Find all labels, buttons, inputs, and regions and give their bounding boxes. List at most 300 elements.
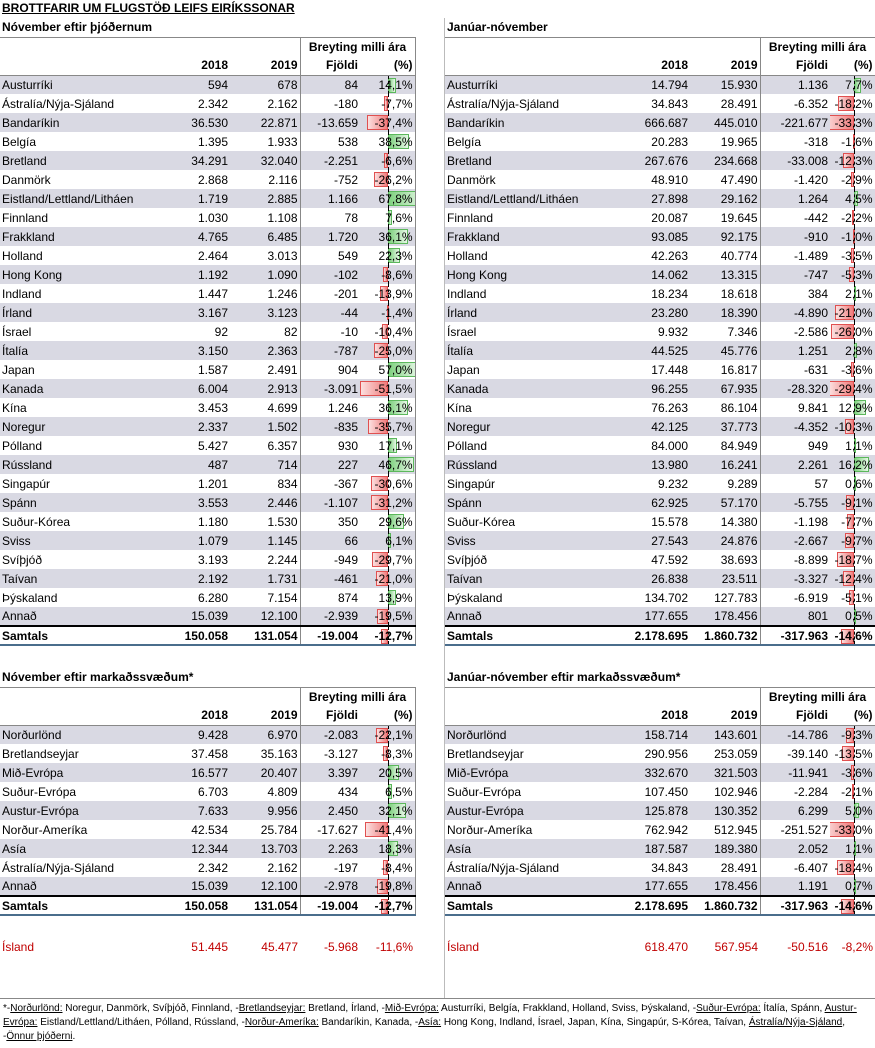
footnote-text: Bandaríkin, Kanada, - xyxy=(318,1017,419,1028)
value-2019: 714 xyxy=(230,455,300,474)
total-row xyxy=(445,626,875,645)
data-bar-axis xyxy=(854,839,855,858)
table-row xyxy=(0,474,415,493)
pct-change-cell: -33,0% xyxy=(830,820,875,839)
data-bar-axis xyxy=(854,113,855,132)
abs-change: 1.191 xyxy=(760,877,830,896)
footnote-text: Hong Kong, Indland, Ísrael, Japan, Kína, Singapúr, S-Kórea, Taívan, xyxy=(441,1017,749,1028)
value-2018: 42.125 xyxy=(610,417,690,436)
abs-change: -102 xyxy=(300,265,360,284)
value-2018: 2.337 xyxy=(150,417,230,436)
total-2019: 131.054 xyxy=(230,626,300,645)
table-row xyxy=(445,801,875,820)
abs-change: -910 xyxy=(760,227,830,246)
value-2018: 290.956 xyxy=(644,746,688,761)
abs-change: 538 xyxy=(300,132,360,151)
pct-change-cell: -3,6% xyxy=(830,763,875,782)
footnote-region-name: Önnur þjóðerni xyxy=(6,1031,73,1042)
value-2019: 189.380 xyxy=(690,839,760,858)
data-bar-axis xyxy=(388,151,389,170)
value-2019: 2.913 xyxy=(230,379,300,398)
header-blank xyxy=(150,687,230,706)
value-2018: 9.232 xyxy=(657,476,688,491)
row-label: Austurríki xyxy=(0,75,150,94)
value-2019: 3.013 xyxy=(267,248,298,263)
value-2019: 38.693 xyxy=(720,552,758,567)
pct-change-cell: 38,5% xyxy=(360,132,415,151)
row-label: Belgía xyxy=(2,134,37,149)
row-label: Bretland xyxy=(0,151,150,170)
value-2019: 3.123 xyxy=(230,303,300,322)
value-2018: 34.291 xyxy=(150,151,230,170)
data-bar-axis xyxy=(388,877,389,895)
value-2018: 13.980 xyxy=(610,455,690,474)
header-blank xyxy=(230,687,300,706)
abs-change: -11.941 xyxy=(760,763,830,782)
data-bar-axis xyxy=(388,360,389,379)
row-label: Ítalía xyxy=(445,341,610,360)
table-row xyxy=(0,341,415,360)
data-bar-axis xyxy=(388,76,389,95)
pct-change-cell: -10,3% xyxy=(830,417,875,436)
value-2019: 16.817 xyxy=(720,362,758,377)
row-label: Austur-Evrópa xyxy=(445,801,610,820)
pct-change-cell: 2,1% xyxy=(830,284,875,303)
pct-change-cell: 5,0% xyxy=(830,801,875,820)
abs-change: -318 xyxy=(760,132,830,151)
iceland-abs-change: -50.516 xyxy=(787,939,828,954)
pct-change-cell: -6,6% xyxy=(360,151,415,170)
section-title: Janúar-nóvember xyxy=(445,18,875,37)
row-label: Holland xyxy=(2,248,43,263)
value-2019: 4.809 xyxy=(267,784,298,799)
row-label: Bretlandseyjar xyxy=(2,746,79,761)
value-2018: 36.530 xyxy=(150,113,230,132)
row-label: Ísrael xyxy=(2,324,32,339)
value-2019: 678 xyxy=(230,75,300,94)
pct-change-cell: -12,3% xyxy=(830,151,875,170)
abs-change: -10 xyxy=(300,322,360,341)
table-row xyxy=(0,189,415,208)
footnote-region-name: Suður-Evrópa: xyxy=(696,1003,761,1014)
abs-change: -5.755 xyxy=(760,493,830,512)
pct-change-cell: -19,8% xyxy=(360,877,415,896)
row-label: Rússland xyxy=(0,455,150,474)
pct-change-cell: 12,9% xyxy=(830,398,875,417)
abs-change: -39.140 xyxy=(760,744,830,763)
table-row xyxy=(445,227,875,246)
pct-change-cell: 7,6% xyxy=(360,208,415,227)
pct-change-cell: -18,4% xyxy=(830,858,875,877)
pct-change-cell: -5,3% xyxy=(830,265,875,284)
table-row xyxy=(445,455,875,474)
value-2019: 178.456 xyxy=(690,607,760,626)
total-label: Samtals xyxy=(0,626,150,645)
value-2019: 86.104 xyxy=(720,400,758,415)
row-label: Mið-Evrópa xyxy=(445,763,610,782)
table-row xyxy=(445,839,875,858)
table-row xyxy=(445,512,875,531)
table-row xyxy=(445,170,875,189)
value-2018: 1.587 xyxy=(197,362,228,377)
value-2019: 6.485 xyxy=(230,227,300,246)
abs-change: 84 xyxy=(300,75,360,94)
value-2019: 321.503 xyxy=(690,763,760,782)
pct-change-cell: -29,7% xyxy=(360,550,415,569)
data-bar-axis xyxy=(854,569,855,588)
total-2018: 2.178.695 xyxy=(610,626,690,645)
data-bar-axis xyxy=(854,341,855,360)
value-2019: 7.154 xyxy=(267,590,298,605)
header-abs-change: Fjöldi xyxy=(300,706,360,725)
table-row xyxy=(445,189,875,208)
value-2018: 6.703 xyxy=(197,784,228,799)
table-row xyxy=(445,436,875,455)
pct-change-cell: -22,1% xyxy=(360,725,415,744)
header-blank xyxy=(690,687,760,706)
value-2019: 7.346 xyxy=(727,324,758,339)
data-bar-axis xyxy=(388,379,389,398)
pct-change-cell: -30,6% xyxy=(360,474,415,493)
data-bar-axis xyxy=(854,820,855,839)
row-label: Kína xyxy=(447,400,472,415)
table-row xyxy=(445,877,875,896)
abs-change: -201 xyxy=(300,284,360,303)
value-2019: 45.776 xyxy=(690,341,760,360)
abs-change: -33.008 xyxy=(760,151,830,170)
pct-change-cell: -1,0% xyxy=(830,227,875,246)
table-row xyxy=(445,113,875,132)
iceland-abs-change: -5.968 xyxy=(323,939,358,954)
abs-change: -180 xyxy=(300,94,360,113)
pct-change-cell: -26,0% xyxy=(830,322,875,341)
total-label: Samtals xyxy=(445,896,610,915)
pct-change-cell: 16,2% xyxy=(830,455,875,474)
value-2018: 7.633 xyxy=(150,801,230,820)
pct-change-cell: -8,6% xyxy=(360,265,415,284)
data-bar-axis xyxy=(388,801,389,820)
header-year-2019: 2019 xyxy=(690,706,760,725)
value-2018: 76.263 xyxy=(651,400,688,415)
table-row xyxy=(445,246,875,265)
total-row xyxy=(445,896,875,915)
spacer xyxy=(445,915,875,937)
row-label: Rússland xyxy=(445,455,610,474)
total-2018: 150.058 xyxy=(150,626,230,645)
value-2019: 2.491 xyxy=(267,362,298,377)
value-2019: 9.956 xyxy=(230,801,300,820)
value-2019: 6.357 xyxy=(267,438,298,453)
row-label: Suður-Evrópa xyxy=(2,784,77,799)
data-bar-axis xyxy=(388,474,389,493)
pct-change-cell: -18,2% xyxy=(830,94,875,113)
row-label: Ástralía/Nýja-Sjáland xyxy=(447,860,560,875)
pct-change-cell: -1,4% xyxy=(360,303,415,322)
abs-change: -2.978 xyxy=(300,877,360,896)
header-year-2018: 2018 xyxy=(150,56,230,75)
value-2019: 1.731 xyxy=(230,569,300,588)
row-label: Eistland/Lettland/Litháen xyxy=(445,189,610,208)
value-2019: 2.116 xyxy=(268,172,298,187)
abs-change: -251.527 xyxy=(760,820,830,839)
row-label: Bandaríkin xyxy=(445,113,610,132)
abs-change: 874 xyxy=(300,588,360,607)
table-row xyxy=(0,284,415,303)
data-bar-axis xyxy=(388,341,389,360)
value-2018: 3.150 xyxy=(150,341,230,360)
table-row xyxy=(0,94,415,113)
pct-change-cell: -1,6% xyxy=(830,132,875,151)
value-2018: 48.910 xyxy=(651,172,688,187)
value-2018: 23.280 xyxy=(610,303,690,322)
pct-change-cell: -51,5% xyxy=(360,379,415,398)
data-bar-axis xyxy=(854,627,855,644)
header-blank xyxy=(445,687,610,706)
value-2018: 487 xyxy=(150,455,230,474)
footnote-text: Eistland/Lettland/Litháen, Pólland, Rússland, - xyxy=(37,1017,245,1028)
value-2019: 1.090 xyxy=(230,265,300,284)
value-2019: 143.601 xyxy=(690,725,760,744)
header-pct-change: (%) xyxy=(360,56,415,75)
row-label: Noregur xyxy=(445,417,610,436)
pct-change-cell: 0,6% xyxy=(830,474,875,493)
footnote-region-name: Ástralía/Nýja-Sjáland xyxy=(748,1017,843,1028)
data-bar-axis xyxy=(854,897,855,914)
table-nationality-november xyxy=(0,18,416,646)
abs-change: -6.919 xyxy=(760,588,830,607)
table-row xyxy=(445,341,875,360)
value-2018: 762.942 xyxy=(644,822,688,837)
table-row xyxy=(445,322,875,341)
pct-change-cell: 0,7% xyxy=(830,877,875,896)
pct-change-cell: 29,6% xyxy=(360,512,415,531)
data-bar-axis xyxy=(388,820,389,839)
value-2019: 445.010 xyxy=(690,113,760,132)
data-bar-axis xyxy=(388,782,389,801)
value-2019: 1.530 xyxy=(267,514,298,529)
data-bar-axis xyxy=(854,455,855,474)
table-row xyxy=(445,360,875,379)
iceland-label: Ísland xyxy=(2,939,35,954)
row-label: Asía xyxy=(0,839,150,858)
data-bar-axis xyxy=(388,569,389,588)
value-2019: 22.871 xyxy=(230,113,300,132)
table-row xyxy=(0,265,415,284)
footnote xyxy=(0,998,875,1047)
data-bar-axis xyxy=(854,322,855,341)
pct-change-cell: 1,1% xyxy=(830,436,875,455)
pct-change-cell: 14,1% xyxy=(360,75,415,94)
footnote-region-name: Norðurlönd: xyxy=(10,1003,63,1014)
table-row xyxy=(0,820,415,839)
data-bar-axis xyxy=(388,417,389,436)
data-bar-axis xyxy=(388,170,389,189)
abs-change: -6.407 xyxy=(760,858,830,877)
section-title: Nóvember eftir þjóðernum xyxy=(0,18,415,37)
total-label: Samtals xyxy=(445,626,610,645)
table-row xyxy=(0,151,415,170)
row-label: Taívan xyxy=(445,569,610,588)
table-row xyxy=(445,94,875,113)
table-row xyxy=(0,379,415,398)
table-row xyxy=(445,493,875,512)
data-bar-axis xyxy=(854,227,855,246)
data-bar-axis xyxy=(854,246,855,265)
abs-change: -44 xyxy=(300,303,360,322)
table-row xyxy=(0,170,415,189)
row-label: Finnland xyxy=(2,210,49,225)
table-row xyxy=(445,75,875,94)
abs-change: -949 xyxy=(300,550,360,569)
value-2018: 15.039 xyxy=(150,607,230,626)
pct-change-cell: -19,5% xyxy=(360,607,415,626)
table-row xyxy=(445,550,875,569)
value-2019: 92.175 xyxy=(690,227,760,246)
table-row xyxy=(445,588,875,607)
abs-change: 801 xyxy=(760,607,830,626)
value-2018: 62.925 xyxy=(610,493,690,512)
pct-change-cell: 6,1% xyxy=(360,531,415,550)
header-year-2019: 2019 xyxy=(230,706,300,725)
table-row xyxy=(0,839,415,858)
value-2019: 32.040 xyxy=(230,151,300,170)
footnote-text: *- xyxy=(3,1003,11,1014)
row-label: Bretlandseyjar xyxy=(447,746,524,761)
value-2019: 1.246 xyxy=(267,286,298,301)
value-2019: 20.407 xyxy=(230,763,300,782)
data-bar-axis xyxy=(854,303,855,322)
row-label: Sviss xyxy=(0,531,150,550)
value-2018: 107.450 xyxy=(644,784,688,799)
footnote-region-name: Austur-Evrópa: xyxy=(3,1003,857,1028)
abs-change: 1.264 xyxy=(760,189,830,208)
pct-change-cell: -3,6% xyxy=(830,360,875,379)
value-2018: 34.843 xyxy=(651,96,688,111)
abs-change: 384 xyxy=(760,284,830,303)
pct-change-cell: 46,7% xyxy=(360,455,415,474)
value-2019: 15.930 xyxy=(690,75,760,94)
row-label: Annað xyxy=(445,877,610,896)
abs-change: -1.489 xyxy=(760,246,830,265)
row-label: Ástralía/Nýja-Sjáland xyxy=(2,96,115,111)
table-row xyxy=(445,417,875,436)
row-label: Danmörk xyxy=(2,172,51,187)
value-2018: 12.344 xyxy=(150,839,230,858)
abs-change: -4.352 xyxy=(760,417,830,436)
value-2018: 17.448 xyxy=(651,362,688,377)
data-bar-axis xyxy=(388,897,389,914)
value-2018: 1.180 xyxy=(197,514,228,529)
value-2018: 177.655 xyxy=(610,877,690,896)
footnote-text: Austurríki, Belgía, Frakkland, Holland, Sviss, Þýskaland, - xyxy=(438,1003,697,1014)
value-2018: 9.932 xyxy=(657,324,688,339)
value-2018: 2.342 xyxy=(197,96,228,111)
table-row xyxy=(0,75,415,94)
abs-change: 78 xyxy=(300,208,360,227)
pct-change-cell: -8,3% xyxy=(360,744,415,763)
abs-change: -752 xyxy=(300,170,360,189)
header-blank xyxy=(0,706,150,725)
abs-change: -6.352 xyxy=(760,94,830,113)
pct-change-cell: -25,0% xyxy=(360,341,415,360)
row-label: Annað xyxy=(0,607,150,626)
row-label: Spánn xyxy=(0,493,150,512)
data-bar-axis xyxy=(388,436,389,455)
value-2019: 127.783 xyxy=(714,590,758,605)
total-2018: 150.058 xyxy=(150,896,230,915)
value-2018: 1.030 xyxy=(197,210,228,225)
row-label: Holland xyxy=(447,248,488,263)
value-2018: 2.342 xyxy=(197,860,228,875)
value-2018: 42.263 xyxy=(651,248,688,263)
table-row xyxy=(0,512,415,531)
iceland-row xyxy=(445,937,875,956)
abs-change: 1.251 xyxy=(760,341,830,360)
data-bar-axis xyxy=(854,744,855,763)
pct-change-cell: 57,0% xyxy=(360,360,415,379)
value-2019: 28.491 xyxy=(720,96,758,111)
abs-change: -221.677 xyxy=(760,113,830,132)
table-row xyxy=(0,493,415,512)
abs-change: -2.083 xyxy=(300,725,360,744)
pct-change-cell: -9,1% xyxy=(830,493,875,512)
value-2018: 2.868 xyxy=(197,172,228,187)
pct-change-cell: -21,0% xyxy=(830,303,875,322)
abs-change: 1.246 xyxy=(300,398,360,417)
value-2018: 267.676 xyxy=(610,151,690,170)
value-2018: 47.592 xyxy=(651,552,688,567)
abs-change: 930 xyxy=(300,436,360,455)
pct-change-cell: 6,5% xyxy=(360,782,415,801)
pct-change-cell: -31,2% xyxy=(360,493,415,512)
header-blank xyxy=(0,687,150,706)
abs-change: -1.420 xyxy=(760,170,830,189)
header-pct-change: (%) xyxy=(360,706,415,725)
table-row xyxy=(445,303,875,322)
table-row xyxy=(0,531,415,550)
data-bar-axis xyxy=(388,303,389,322)
row-label: Ísrael xyxy=(447,324,477,339)
row-label: Norður-Ameríka xyxy=(2,822,88,837)
pct-change-cell: 36,1% xyxy=(360,227,415,246)
table-row xyxy=(445,607,875,626)
row-label: Svíþjóð xyxy=(2,552,43,567)
value-2018: 9.428 xyxy=(150,725,230,744)
sheet-title: BROTTFARIR UM FLUGSTÖÐ LEIFS EIRÍKSSONAR xyxy=(2,1,295,15)
pct-change-cell: -26,2% xyxy=(360,170,415,189)
value-2018: 27.898 xyxy=(610,189,690,208)
iceland-pct-change: -8,2% xyxy=(841,939,873,954)
table-row xyxy=(0,455,415,474)
abs-change: -461 xyxy=(300,569,360,588)
data-bar-axis xyxy=(854,379,855,398)
abs-change: -3.327 xyxy=(760,569,830,588)
abs-change: -631 xyxy=(760,360,830,379)
data-bar-axis xyxy=(854,284,855,303)
footnote-text: . xyxy=(72,1031,76,1042)
data-bar-axis xyxy=(854,360,855,379)
data-bar-axis xyxy=(388,94,389,113)
abs-change: 350 xyxy=(300,512,360,531)
table-row xyxy=(0,744,415,763)
row-label: Singapúr xyxy=(2,476,51,491)
data-bar-axis xyxy=(388,113,389,132)
value-2018: 1.192 xyxy=(150,265,230,284)
value-2019: 2.244 xyxy=(267,552,298,567)
pct-change-cell: 36,1% xyxy=(360,398,415,417)
footnote-text: Bretland, Írland, - xyxy=(305,1003,385,1014)
data-bar-axis xyxy=(388,398,389,417)
